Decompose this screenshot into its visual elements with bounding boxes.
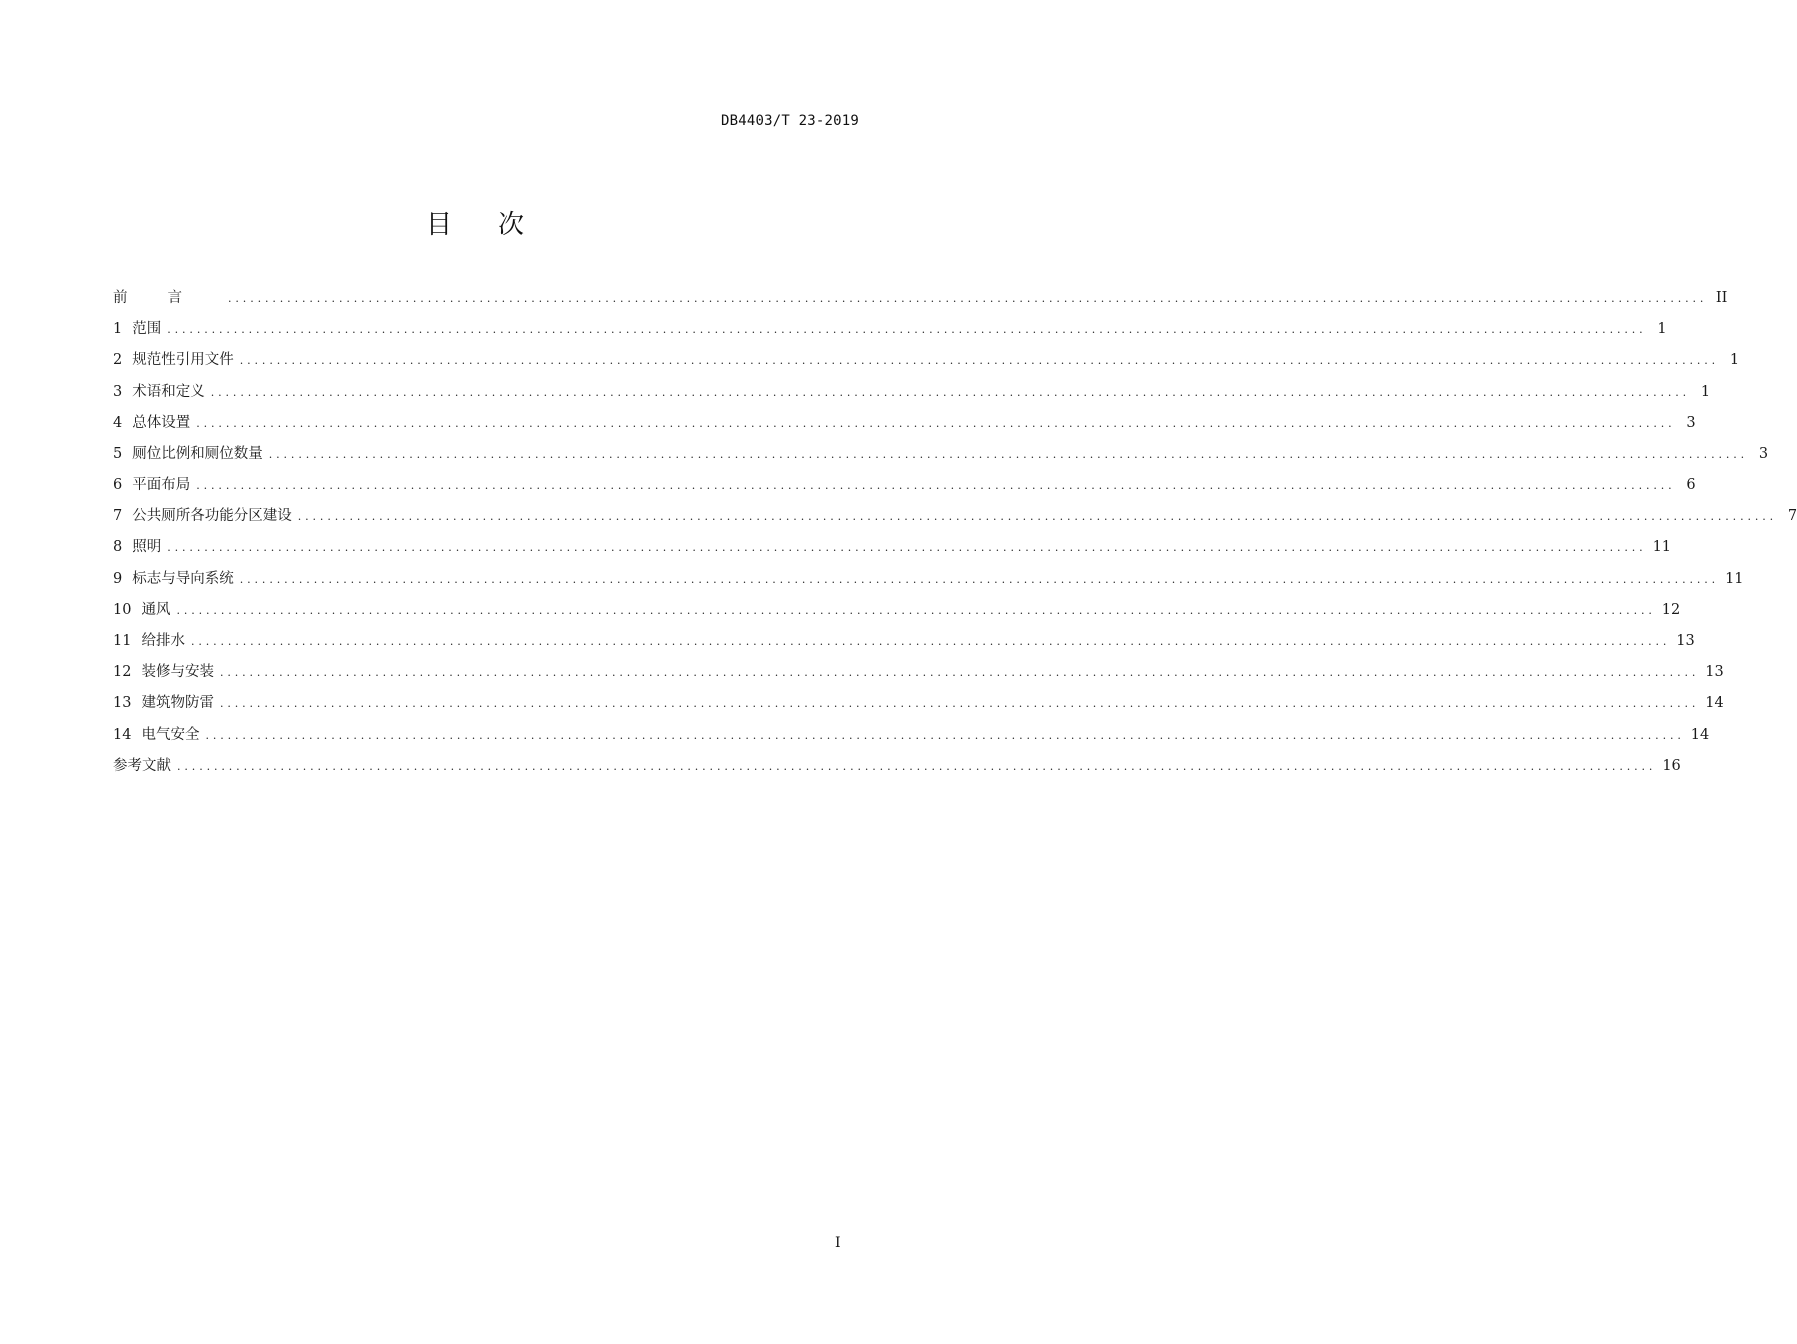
toc-dot-leader: ........................................................................................................................................................................................................ [239,572,1720,586]
toc-entry[interactable] [113,501,1797,532]
toc-entry-label: 建筑物防雷 [141,695,214,712]
toc-entry-number: 11 [113,633,132,650]
toc-entry-label: 照明 [132,539,162,556]
toc-entry-label: 平面布局 [132,477,191,494]
toc-entry-page: 1 [1700,383,1711,400]
toc-entry-page: 13 [1705,664,1724,681]
toc-entry-label: 公共厕所各功能分区建设 [132,508,292,525]
toc-entry[interactable] [113,408,1696,439]
toc-entry-label: 范围 [132,321,162,338]
toc-entry[interactable] [113,688,1724,719]
toc-dot-leader: ........................................................................................................................................................................................................ [205,728,1685,742]
toc-entry-label: 规范性引用文件 [132,352,234,369]
toc-dot-leader: ........................................................................................................................................................................................................ [219,666,1700,680]
toc-entry-page: 3 [1758,445,1769,462]
toc-dot-leader: ........................................................................................................................................................................................................ [219,697,1700,711]
toc-entry-number: 5 [113,445,123,462]
toc-entry-number: 4 [113,414,123,431]
toc-dot-leader: ........................................................................................................................................................................................................ [196,416,1676,430]
toc-entry-page: 14 [1690,726,1710,743]
toc-dot-leader: ........................................................................................................................................................................................................ [176,603,1656,617]
toc-dot-leader: ........................................................................................................................................................................................................ [239,354,1720,368]
toc-entry-page: 14 [1705,695,1724,712]
toc-entry-label: 通风 [141,601,171,618]
toc-entry[interactable] [113,751,1681,782]
toc-entry-number: 1 [113,321,123,338]
toc-entry-page: II [1715,289,1728,306]
toc-entry-page: 13 [1676,633,1695,650]
table-of-contents [113,283,1797,782]
toc-entry-page: 1 [1657,321,1667,338]
toc-entry[interactable] [113,657,1724,688]
toc-dot-leader: ........................................................................................................................................................................................................ [228,291,1708,305]
toc-entry-label: 前言 [113,289,222,306]
toc-entry-number: 13 [113,695,132,712]
toc-entry-number: 2 [113,352,123,369]
toc-entry-label: 给排水 [141,633,185,650]
toc-entry[interactable] [113,533,1672,564]
toc-entry[interactable] [113,470,1696,501]
toc-entry-label: 标志与导向系统 [132,570,234,587]
toc-dot-leader: ........................................................................................................................................................................................................ [167,323,1647,337]
toc-entry-label: 厕位比例和厕位数量 [132,445,263,462]
page-number: I [835,1235,841,1251]
toc-title: 目次 [425,210,570,240]
toc-dot-leader: ........................................................................................................................................................................................................ [268,447,1749,461]
toc-entry-label: 电气安全 [141,726,200,743]
toc-entry-label: 参考文献 [113,757,171,774]
toc-entry[interactable] [113,564,1744,595]
toc-entry-label: 总体设置 [132,414,191,431]
toc-entry[interactable] [113,345,1740,376]
toc-entry-number: 7 [113,508,123,525]
toc-dot-leader: ........................................................................................................................................................................................................ [297,510,1778,524]
toc-entry[interactable] [113,626,1695,657]
toc-dot-leader: ........................................................................................................................................................................................................ [210,385,1691,399]
toc-entry[interactable] [113,439,1769,470]
toc-entry-page: 11 [1725,570,1744,587]
toc-entry[interactable] [113,314,1667,345]
toc-entry-number: 10 [113,601,132,618]
toc-entry-page: 12 [1661,601,1681,618]
toc-dot-leader: ........................................................................................................................................................................................................ [167,541,1647,555]
toc-dot-leader: ........................................................................................................................................................................................................ [177,759,1657,773]
toc-entry[interactable] [113,377,1711,408]
toc-entry-label: 装修与安装 [141,664,214,681]
toc-entry-number: 8 [113,539,123,556]
toc-dot-leader: ........................................................................................................................................................................................................ [190,635,1671,649]
toc-entry-number: 12 [113,664,132,681]
toc-entry-number: 9 [113,570,123,587]
toc-entry-page: 6 [1686,477,1696,494]
document-code: DB4403/T 23-2019 [720,113,859,129]
toc-dot-leader: ........................................................................................................................................................................................................ [196,479,1676,493]
toc-entry-page: 3 [1686,414,1696,431]
toc-entry-page: 7 [1787,508,1797,525]
toc-entry-label: 术语和定义 [132,383,205,400]
toc-entry[interactable] [113,720,1710,751]
toc-entry-number: 3 [113,383,123,400]
toc-entry[interactable] [113,283,1728,314]
toc-entry-page: 11 [1652,539,1672,556]
toc-entry[interactable] [113,595,1681,626]
toc-entry-number: 14 [113,726,132,743]
toc-entry-page: 16 [1662,757,1681,774]
toc-entry-number: 6 [113,477,123,494]
toc-entry-page: 1 [1729,352,1740,369]
